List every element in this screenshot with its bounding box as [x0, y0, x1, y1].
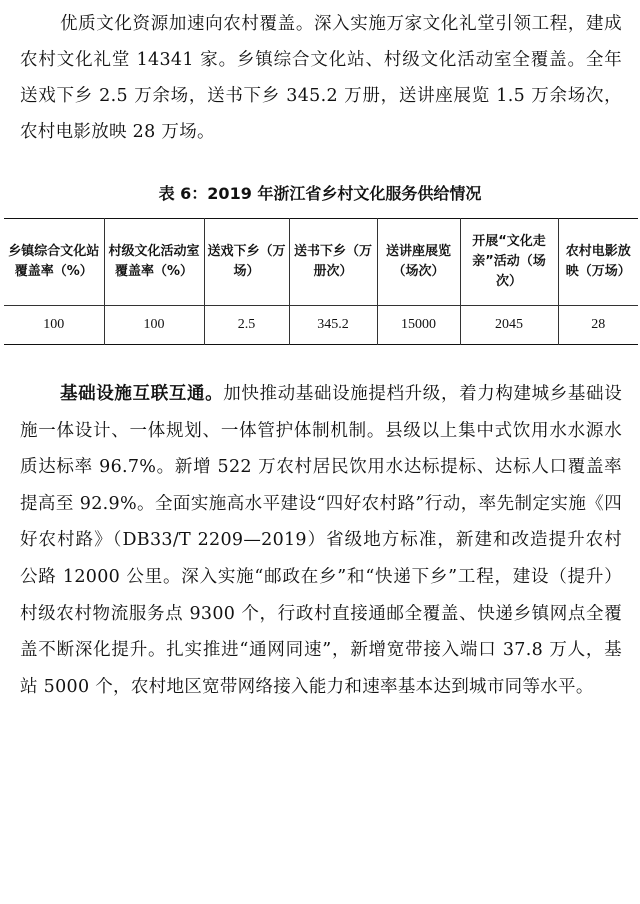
table-cell: 28	[558, 306, 638, 345]
table-caption: 表 6：2019 年浙江省乡村文化服务供给情况	[158, 184, 482, 203]
table-cell: 2045	[460, 306, 558, 345]
column-header: 开展“文化走亲”活动（场次）	[460, 219, 558, 306]
paragraph-lead: 基础设施互联互通。	[60, 384, 224, 404]
culture-services-table	[4, 218, 638, 345]
column-header: 乡镇综合文化站覆盖率（%）	[8, 244, 100, 279]
table-row	[4, 306, 638, 345]
paragraph-body: 深入实施万家文化礼堂引领工程，建成农村文化礼堂 14341 家。乡镇综合文化站、村级文化活动室全覆盖。全年送戏下乡 2.5 万余场，送书下乡 345.2 万册，送讲座展览 1.5 万余场次，农村电影放映 28 万场。	[20, 14, 622, 142]
paragraph-infrastructure	[20, 376, 622, 705]
paragraph-cultural-resources	[20, 6, 622, 150]
table-cell: 100	[104, 306, 204, 345]
column-header: 送讲座展览（场次）	[377, 219, 460, 306]
paragraph-body: 加快推动基础设施提档升级，着力构建城乡基础设施一体设计、一体规划、一体管护体制机制。县级以上集中式饮用水水源水质达标率 96.7%。新增 522 万农村居民饮用水达标提标、达标人口覆盖率提高至 92.9%。全面实施高水平建设“四好农村路”行动，率先制定实施《四好农村路》（DB33/T 2209—2019）省级地方标准，新建和改造提升农村公路 12000 公里。深入实施“邮政在乡”和“快递下乡”工程，建设（提升）村级农村物流服务点 9300 个，行政村直接通邮全覆盖、快递乡镇网点全覆盖不断深化提升。扎实推进“通网同速”，新增宽带接入端口 37.8 万人，基站 5000 个，农村地区宽带网络接入能力和速率基本达到城市同等水平。	[20, 384, 622, 697]
column-header: 送书下乡（万册次）	[289, 219, 377, 306]
column-header: 村级文化活动室覆盖率（%）	[104, 219, 204, 306]
table-cell: 2.5	[204, 306, 289, 345]
table-header-row	[4, 219, 638, 306]
table-cell: 15000	[377, 306, 460, 345]
paragraph-lead: 优质文化资源加速向农村覆盖。	[60, 14, 314, 34]
column-header: 农村电影放映（万场）	[558, 219, 638, 306]
column-header: 送戏下乡（万场）	[204, 219, 289, 306]
table-cell: 100	[43, 317, 65, 332]
table-cell: 345.2	[289, 306, 377, 345]
